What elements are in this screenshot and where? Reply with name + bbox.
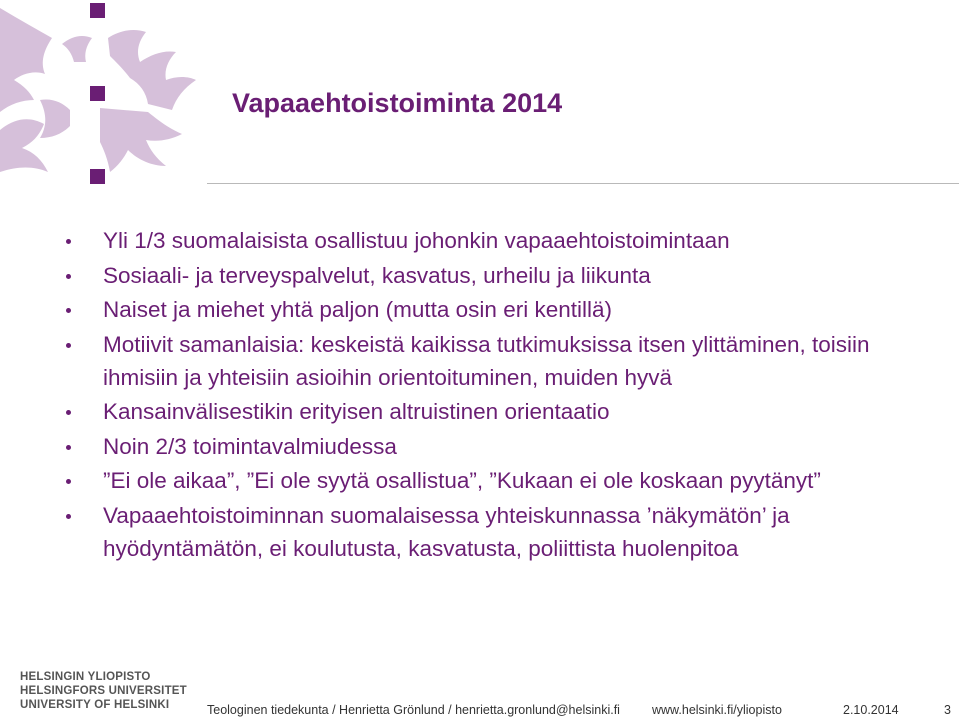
bullet-icon xyxy=(66,274,71,279)
bullet-icon xyxy=(66,445,71,450)
bullet-text: Motiivit samanlaisia: keskeistä kaikissa tutkimuksissa itsen ylittäminen, toisiin ihmisiin ja yhteisiin asioihin orientoituminen, muiden hyvä xyxy=(103,331,870,390)
bullet-text: Vapaaehtoistoiminnan suomalaisessa yhteiskunnassa ’näkymätön’ ja hyödyntämätön, ei koulutusta, kasvatusta, poliittista huolenpitoa xyxy=(103,502,790,561)
bullet-list xyxy=(66,224,946,566)
bullet-text: Naiset ja miehet yhtä paljon (mutta osin eri kentillä) xyxy=(103,297,612,322)
footer-page-number: 3 xyxy=(944,703,951,717)
title-divider xyxy=(207,183,959,184)
bullet-item xyxy=(66,259,946,292)
bullet-item xyxy=(66,499,946,565)
bullet-icon xyxy=(66,343,71,348)
bullet-text: ”Ei ole aikaa”, ”Ei ole syytä osallistua”, ”Kukaan ei ole koskaan pyytänyt” xyxy=(103,468,821,493)
bullet-icon xyxy=(66,479,71,484)
bullet-icon xyxy=(66,239,71,244)
bullet-icon xyxy=(66,514,71,519)
bullet-text: Kansainvälisestikin erityisen altruistinen orientaatio xyxy=(103,399,610,424)
bullet-text: Sosiaali- ja terveyspalvelut, kasvatus, urheilu ja liikunta xyxy=(103,262,651,288)
footer-author: Teologinen tiedekunta / Henrietta Grönlund / henrietta.gronlund@helsinki.fi xyxy=(207,703,620,717)
bullet-icon xyxy=(66,410,71,415)
footer-website: www.helsinki.fi/yliopisto xyxy=(652,703,782,717)
bullet-item xyxy=(66,464,946,497)
bullet-text: Noin 2/3 toimintavalmiudessa xyxy=(103,433,397,459)
slide-title: Vapaaehtoistoiminta 2014 xyxy=(232,88,563,118)
university-wordmark xyxy=(20,670,187,712)
bullet-item xyxy=(66,395,946,428)
bullet-text: Yli 1/3 suomalaisista osallistuu johonkin vapaaehtoistoimintaan xyxy=(103,228,730,253)
bullet-item xyxy=(66,224,946,257)
bullet-item xyxy=(66,328,946,394)
university-name-en: UNIVERSITY OF HELSINKI xyxy=(20,699,170,711)
university-flame-logo xyxy=(0,0,200,190)
university-name-fi: HELSINGIN YLIOPISTO xyxy=(20,671,151,683)
footer-date: 2.10.2014 xyxy=(843,703,899,717)
bullet-item xyxy=(66,430,946,463)
university-name-sv: HELSINGFORS UNIVERSITET xyxy=(20,685,187,697)
bullet-icon xyxy=(66,308,71,313)
bullet-item xyxy=(66,293,946,326)
